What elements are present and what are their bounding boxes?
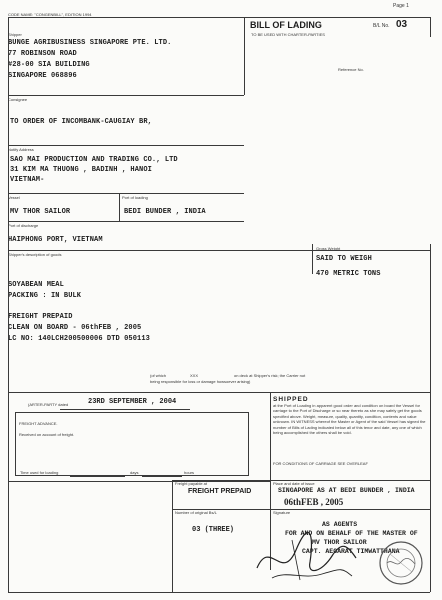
rule bbox=[8, 17, 9, 592]
notify-line-1: SAO MAI PRODUCTION AND TRADING CO., LTD bbox=[10, 156, 178, 164]
date-issue-value: 06thFEB , 2005 bbox=[284, 497, 344, 507]
freight-line-2: CLEAN ON BOARD - 06thFEB , 2005 bbox=[8, 324, 142, 332]
deck-clause-3: on deck at Shipper's risk; the Carrier not bbox=[234, 373, 306, 378]
signature-line-2: FOR AND ON BEHALF OF THE MASTER OF bbox=[285, 530, 418, 537]
bl-number: 03 bbox=[396, 19, 408, 30]
rule bbox=[244, 17, 430, 18]
freight-line-1: FREIGHT PREPAID bbox=[8, 313, 73, 321]
signature-line-3: MV THOR SAILOR bbox=[312, 539, 367, 546]
signature-line-1: AS AGENTS bbox=[322, 521, 358, 528]
shipped-word: SHIPPED bbox=[273, 396, 309, 403]
rule bbox=[312, 244, 313, 274]
rule bbox=[8, 250, 430, 251]
rule bbox=[8, 17, 244, 18]
goods-line-2: PACKING : IN BULK bbox=[8, 292, 82, 300]
bl-number-label: B/L No. bbox=[373, 23, 390, 29]
deck-clause-1: (of which bbox=[150, 373, 167, 378]
rule bbox=[8, 193, 244, 194]
time-used-label: Time used for loading bbox=[20, 470, 59, 475]
rule bbox=[244, 17, 245, 95]
form-code: CODE NAME: "CONGENBILL", EDITION 1994 bbox=[8, 12, 92, 17]
shipper-line-1: BUNGE AGRIBUSINESS SINGAPORE PTE. LTD. bbox=[8, 39, 172, 47]
rule bbox=[8, 145, 244, 146]
consignee-label: Consignee bbox=[8, 97, 28, 102]
hours-label: hours bbox=[184, 470, 195, 475]
rule bbox=[172, 480, 173, 592]
freight-line-3: LC NO: 140LCH200500006 DTD 050113 bbox=[8, 335, 150, 343]
shipper-label: Shipper bbox=[8, 32, 22, 37]
rule bbox=[8, 481, 270, 482]
rule bbox=[119, 193, 120, 221]
port-loading-value: BEDI BUNDER , INDIA bbox=[124, 208, 206, 216]
gross-weight-label: Gross Weight bbox=[316, 246, 341, 251]
deck-clause-2: XXX bbox=[190, 373, 199, 378]
rule bbox=[8, 392, 430, 393]
charter-party-date: 23RD SEPTEMBER , 2004 bbox=[88, 398, 177, 406]
rule bbox=[70, 476, 125, 477]
page-label: Page 1 bbox=[393, 3, 409, 9]
goods-line-1: SOYABEAN MEAL bbox=[8, 281, 64, 289]
rule bbox=[8, 592, 430, 593]
rule bbox=[142, 476, 182, 477]
received-on-account: Received on account of freight. bbox=[19, 432, 75, 437]
consignee-value: TO ORDER OF INCOMBANK-CAUGIAY BR, bbox=[10, 118, 152, 126]
rule bbox=[430, 244, 431, 592]
originals-label: Number of original Bs/L bbox=[175, 510, 217, 515]
freight-advance-label: FREIGHT ADVANCE. bbox=[19, 421, 58, 426]
shipper-line-2: 77 ROBINSON ROAD bbox=[8, 50, 77, 58]
days-label: days bbox=[130, 470, 139, 475]
place-issue-value: SINGAPORE AS AT BEDI BUNDER , INDIA bbox=[278, 487, 415, 494]
document-subtitle: TO BE USED WITH CHARTER-PARTIES bbox=[251, 32, 325, 37]
reference-label: Reference No. bbox=[338, 67, 364, 72]
round-company-stamp-icon bbox=[378, 540, 424, 586]
conditions-note: FOR CONDITIONS OF CARRIAGE SEE OVERLEAF bbox=[273, 461, 368, 466]
originals-value: 03 (THREE) bbox=[192, 526, 235, 534]
port-discharge-label: Port of discharge bbox=[8, 223, 39, 228]
document-title: BILL OF LADING bbox=[250, 20, 322, 30]
signature-label: Signature bbox=[273, 510, 291, 515]
rule bbox=[8, 221, 244, 222]
goods-label: Shipper's description of goods bbox=[8, 252, 62, 257]
shipper-line-4: SINGAPORE 068896 bbox=[8, 72, 77, 80]
vessel-label: Vessel bbox=[8, 195, 20, 200]
signature-scribble-icon bbox=[252, 528, 362, 588]
freight-payable-label: Freight payable at bbox=[175, 481, 208, 486]
rule bbox=[60, 409, 190, 410]
signature-line-4: CAPT. AEGARAT TIMWATTHANA bbox=[302, 548, 400, 555]
freight-payable-value: FREIGHT PREPAID bbox=[188, 488, 252, 495]
weight-line-1: SAID TO WEIGH bbox=[316, 255, 372, 263]
notify-label: Notify Address bbox=[8, 147, 34, 152]
notify-line-2: 31 KIM MA THUONG , BADINH , HANOI bbox=[10, 166, 152, 174]
weight-line-2: 470 METRIC TONS bbox=[316, 270, 381, 278]
port-discharge-value: HAIPHONG PORT, VIETNAM bbox=[8, 236, 103, 244]
deck-clause-4: being responsible for loss or damage howsoever arising) bbox=[150, 379, 251, 384]
shipped-clause: at the Port of Loading in apparent good order and condition on board the Vessel for carriage to the Port of Discharge or so near thereto as she may safely get the goods specified above. Weight, measure, quality, quantity, condition, contents and value unknown. IN WITNESS whereof the Master or Agent of the said Vessel has signed the number of Bills of Lading indicated below all of this tenor and date, any one of which being accomplished the others shall be void. bbox=[273, 403, 426, 436]
place-date-issue-label: Place and date of issue bbox=[273, 481, 315, 486]
notify-line-3: VIETNAM- bbox=[10, 176, 45, 184]
shipper-line-3: #28-00 SIA BUILDING bbox=[8, 61, 90, 69]
charter-party-label: (ARTER-PARTY dated bbox=[28, 402, 69, 407]
port-loading-label: Port of loading bbox=[122, 195, 148, 200]
rule bbox=[8, 95, 244, 96]
rule bbox=[430, 17, 431, 37]
vessel-value: MV THOR SAILOR bbox=[10, 208, 71, 216]
